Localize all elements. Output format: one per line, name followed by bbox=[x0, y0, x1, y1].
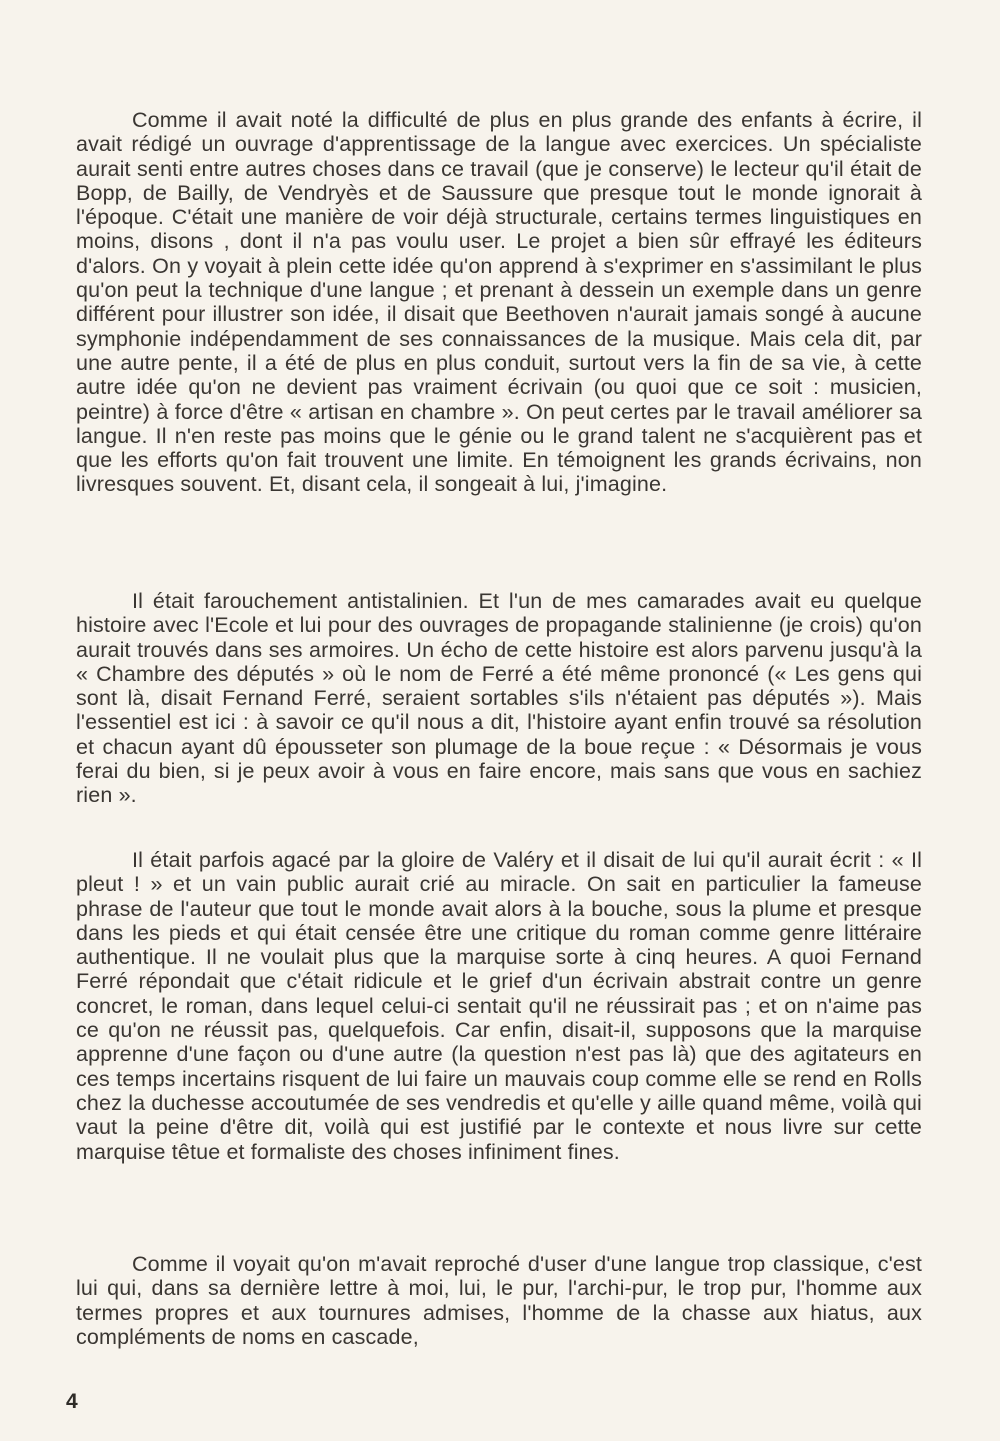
paragraph-1: Comme il avait noté la difficulté de plus en plus grande des enfants à écrire, il avait rédigé un ouvrage d'apprentissage de la langue avec exercices. Un spécialiste aurait senti entre autres choses dans ce travail (que je conserve) le lecteur qu'il était de Bopp, de Bailly, de Vendryès et de Saussure que presque tout le monde ignorait à l'époque. C'était une manière de voir déjà structurale, certains termes linguistiques en moins, disons , dont il n'a pas voulu user. Le projet a bien sûr effrayé les éditeurs d'alors. On y voyait à plein cette idée qu'on apprend à s'exprimer en s'assimilant le plus qu'on peut la technique d'une langue ; et prenant à dessein un exemple dans un genre différent pour illustrer son idée, il disait que Beethoven n'aurait jamais songé à aucune symphonie indépendamment de ses connaissances de la musique. Mais cela dit, par une autre pente, il a été de plus en plus conduit, surtout vers la fin de sa vie, à cette autre idée qu'on ne devient pas vraiment écrivain (ou quoi que ce soit : musicien, peintre) à force d'être « artisan en chambre ». On peut certes par le travail améliorer sa langue. Il n'en reste pas moins que le génie ou le grand talent ne s'acquièrent pas et que les efforts qu'on fait trouvent une limite. En témoignent les grands écrivains, non livresques souvent. Et, disant cela, il songeait à lui, j'imagine. bbox=[76, 108, 922, 497]
page-number: 4 bbox=[66, 1390, 78, 1413]
paragraph-3: Il était parfois agacé par la gloire de Valéry et il disait de lui qu'il aurait écrit : « Il pleut ! » et un vain public aurait crié au miracle. On sait en particulier la fameuse phrase de l'auteur que tout le monde avait alors à la bouche, sous la plume et presque dans les pieds et qui était censée être une critique du roman comme genre littéraire authentique. Il ne voulait plus que la marquise sorte à cinq heures. A quoi Fernand Ferré répondait que c'était ridicule et le grief d'un écrivain abstrait contre un genre concret, le roman, dans lequel celui-ci sentait qu'il ne réussirait pas ; et on n'aime pas ce qu'on ne réussit pas, quelquefois. Car enfin, disait-il, supposons que la marquise apprenne d'une façon ou d'une autre (la question n'est pas là) que des agitateurs en ces temps incertains risquent de lui faire un mauvais coup comme elle se rend en Rolls chez la duchesse accoutumée de ses vendredis et qu'elle y aille quand même, voilà qui vaut la peine d'être dit, voilà qui est justifié par le contexte et nous livre sur cette marquise têtue et formaliste des choses infiniment fines. bbox=[76, 848, 922, 1164]
paragraph-4: Comme il voyait qu'on m'avait reproché d'user d'une langue trop classique, c'est lui qui, dans sa dernière lettre à moi, lui, le pur, l'archi-pur, le trop pur, l'homme aux termes propres et aux tournures admises, l'homme de la chasse aux hiatus, aux compléments de noms en cascade, bbox=[76, 1252, 922, 1349]
paragraph-2: Il était farouchement antistalinien. Et l'un de mes camarades avait eu quelque histoire avec l'Ecole et lui pour des ouvrages de propagande stalinienne (je crois) qu'on aurait trouvés dans ses armoires. Un écho de cette histoire est alors parvenu jusqu'à la « Chambre des députés » où le nom de Ferré a été même prononcé (« Les gens qui sont là, disait Fernand Ferré, seraient sortables s'ils n'étaient pas députés »). Mais l'essentiel est ici : à savoir ce qu'il nous a dit, l'histoire ayant enfin trouvé sa résolution et chacun ayant dû épousseter son plumage de la boue reçue : « Désormais je vous ferai du bien, si je peux avoir à vous en faire encore, mais sans que vous en sachiez rien ». bbox=[76, 589, 922, 808]
